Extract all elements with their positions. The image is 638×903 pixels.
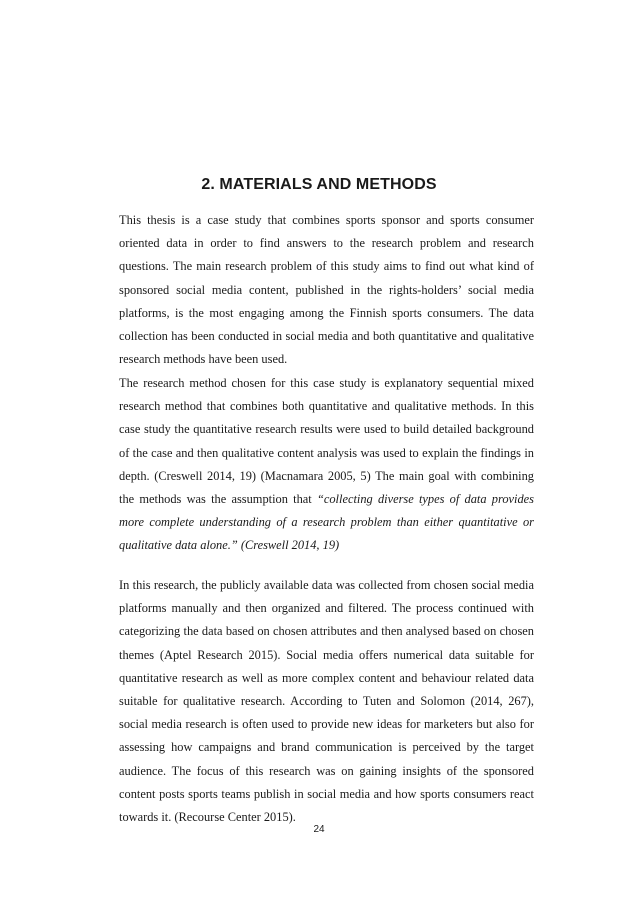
paragraph-research-method xyxy=(119,372,534,558)
creswell-quote: “collecting diverse types of data provides more complete understanding of a research problem than either quantitative or qualitative data alone.” (Creswell 2014, 19) xyxy=(119,492,534,553)
paragraph-data-collection: In this research, the publicly available data was collected from chosen social media platforms manually and then organized and filtered. The process continued with categorizing the data based on chosen attributes and then analysed based on chosen themes (Aptel Research 2015). Social media offers numerical data suitable for quantitative research as well as more complex content and behaviour related data suitable for qualitative research. According to Tuten and Solomon (2014, 267), social media research is often used to provide new ideas for marketers but also for assessing how campaigns and brand communication is perceived by the target audience. The focus of this research was on gaining insights of the sponsored content posts sports teams publish in social media and how sports consumers react towards it. (Recourse Center 2015). xyxy=(119,578,534,825)
paragraph-research-method-text: The research method chosen for this case study is explanatory sequential mixed research method that combines both quantitative and qualitative methods. In this case study the quantitative research results were used to build detailed background of the case and then qualitative content analysis was used to explain the findings in depth. (Creswell 2014, 19) (Macnamara 2005, 5) The main goal with combining the methods was the assumption that xyxy=(119,376,534,507)
section-heading: 2. MATERIALS AND METHODS xyxy=(201,176,437,193)
paragraph-intro: This thesis is a case study that combines sports sponsor and sports consumer oriented data in order to find answers to the research problem and research questions. The main research problem of this study aims to find out what kind of sponsored social media content, published in the rights-holders’ social media platforms, is the most engaging among the Finnish sports consumers. The data collection has been conducted in social media and both quantitative and qualitative research methods have been used. xyxy=(119,213,534,367)
page-number: 24 xyxy=(313,824,325,835)
